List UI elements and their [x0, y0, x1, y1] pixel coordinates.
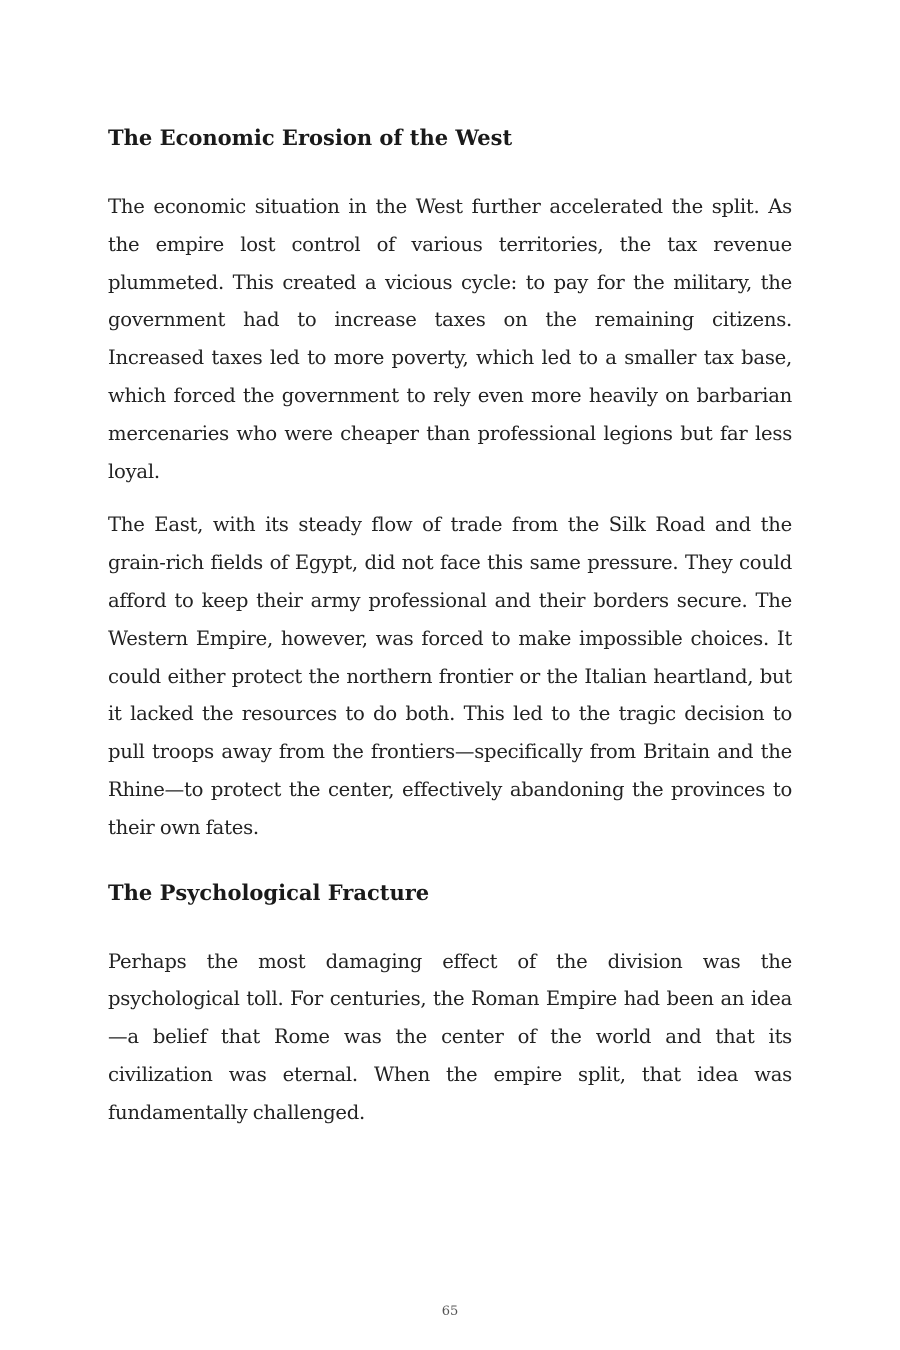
paragraph-east-comparison: The East, with its steady flow of trade from the Silk Road and the grain-rich fields of Egypt, did not face this same pressure. They could afford to keep their army professional and their borders secure. The Western Empire, however, was forced to make impossible choices. It could either protect the northern frontier or the Italian heartland, but it lacked the resources to do both. This led to the tragic decision to pull troops away from the frontiers—specifically from Britain and the Rhine—to protect the center, effectively abandoning the provinces to their own fates.	[108, 513, 792, 839]
paragraph-psychological-toll: Perhaps the most damaging effect of the division was the psychological toll. For centuries, the Roman Empire had been an idea—a belief that Rome was the center of the world and that its civilization was eternal. When the empire split, that idea was fundamentally challenged.	[108, 949, 792, 1124]
section-heading-economic-erosion: The Economic Erosion of the West	[108, 125, 513, 150]
paragraph-economic-situation: The economic situation in the West further accelerated the split. As the empire lost control of various territories, the tax revenue plummeted. This created a vicious cycle: to pay for the military, the government had to increase taxes on the remaining citizens. Increased taxes led to more poverty, which led to a smaller tax base, which forced the government to rely even more heavily on barbarian mercenaries who were cheaper than professional legions but far less loyal.	[108, 195, 792, 483]
section-heading-psychological-fracture: The Psychological Fracture	[108, 879, 430, 905]
page-number: 65	[441, 1304, 459, 1319]
